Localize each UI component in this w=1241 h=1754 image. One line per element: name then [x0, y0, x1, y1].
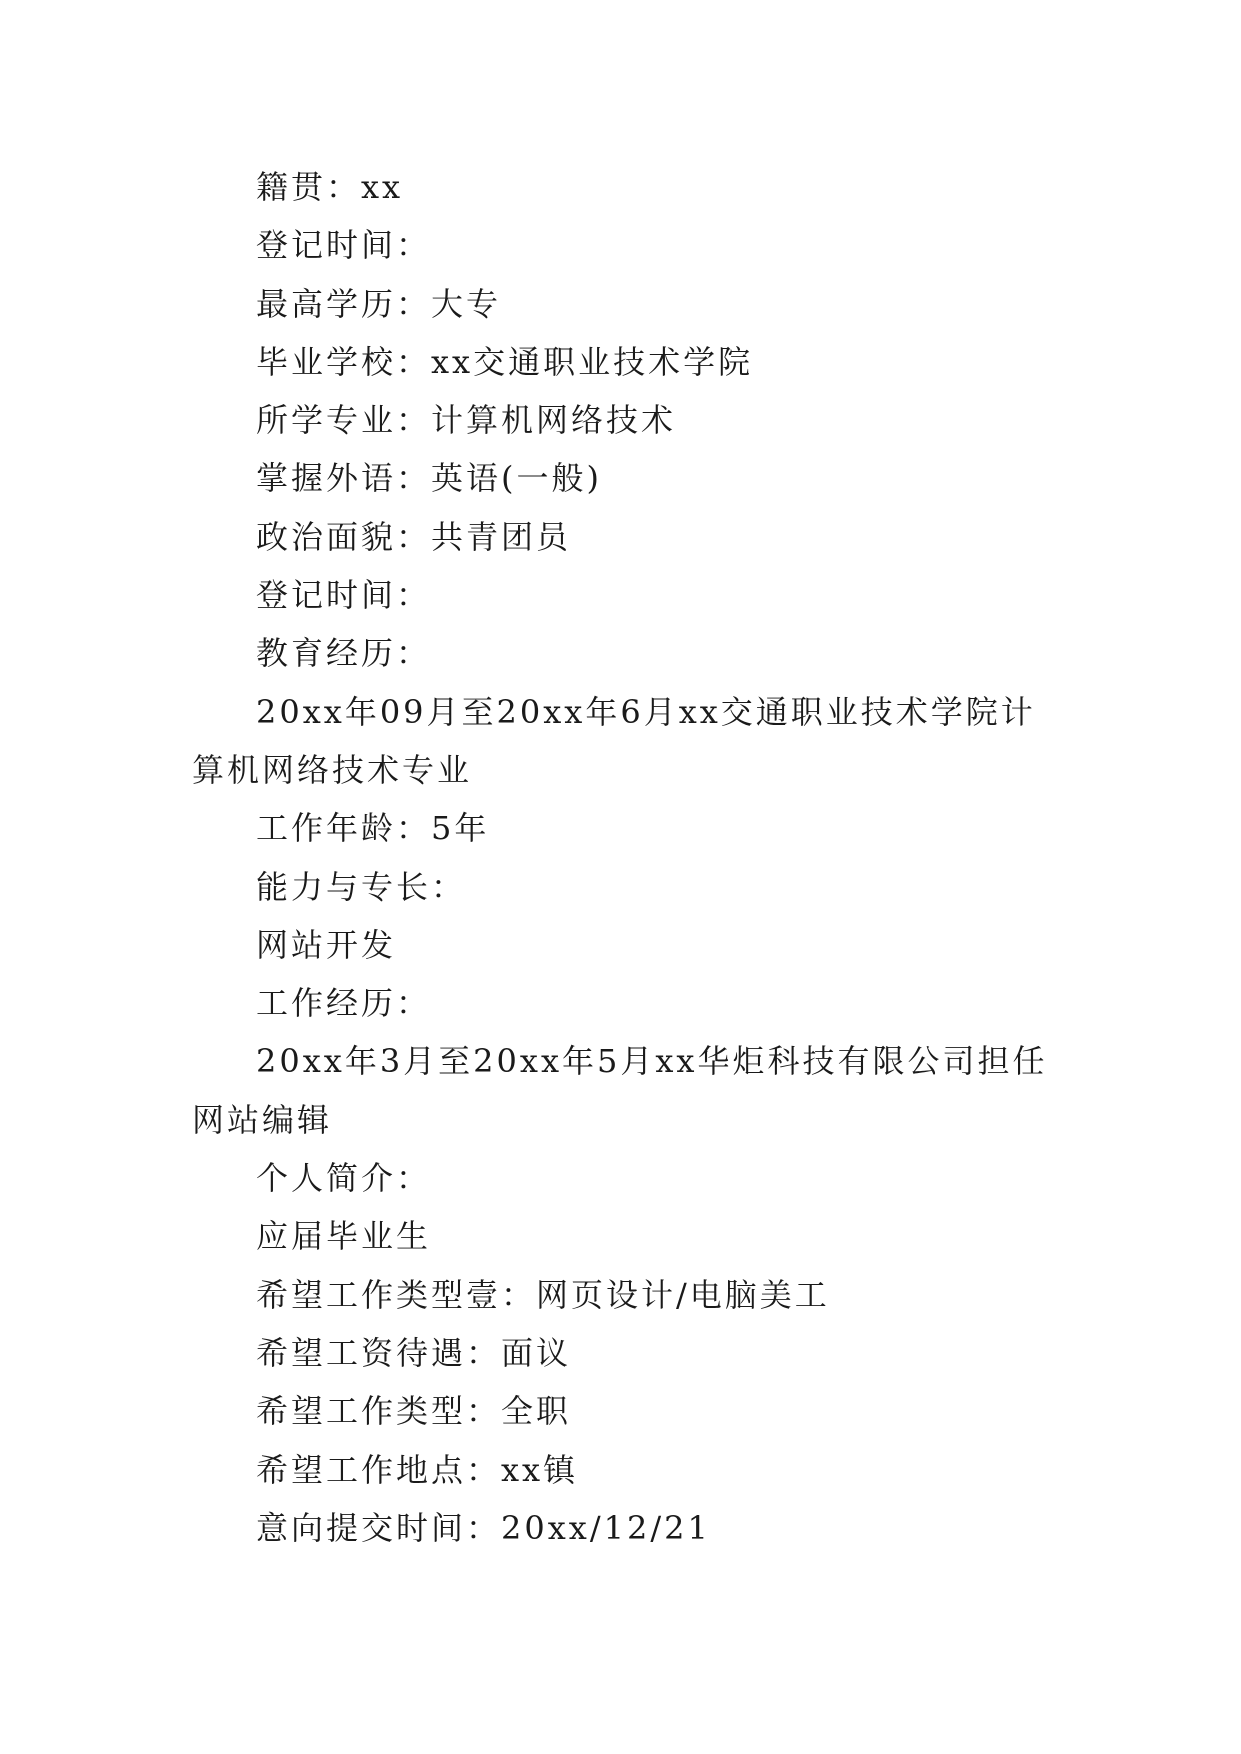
work-years-line: 工作年龄：5年 [256, 809, 490, 848]
native-place-line: 籍贯：xx [256, 168, 404, 206]
introduction-heading: 个人简介： [256, 1159, 432, 1198]
work-experience-heading: 工作经历： [256, 984, 432, 1023]
resume-body [192, 158, 1062, 1557]
registration-time-line: 登记时间： [256, 226, 432, 265]
desired-salary-line: 希望工资待遇：面议 [256, 1333, 572, 1372]
foreign-language-line: 掌握外语：英语(一般) [256, 459, 602, 498]
highest-education-line: 最高学历：大专 [256, 284, 502, 323]
desired-location-line: 希望工作地点：xx镇 [256, 1450, 579, 1489]
desired-job-type-one-line: 希望工作类型壹：网页设计/电脑美工 [256, 1275, 830, 1314]
introduction-entry: 应届毕业生 [256, 1217, 432, 1256]
registration-time-line-2: 登记时间： [256, 576, 432, 615]
desired-job-type-line: 希望工作类型：全职 [256, 1392, 572, 1431]
graduate-school-line: 毕业学校：xx交通职业技术学院 [256, 342, 754, 381]
education-heading: 教育经历： [256, 634, 432, 673]
skills-entry: 网站开发 [256, 925, 397, 964]
skills-heading: 能力与专长： [256, 867, 467, 906]
education-entry: 20xx年09月至20xx年6月xx交通职业技术学院计算机网络技术专业 [192, 692, 1036, 789]
submission-time-line: 意向提交时间：20xx/12/21 [256, 1508, 711, 1547]
political-status-line: 政治面貌：共青团员 [256, 517, 572, 556]
work-experience-entry: 20xx年3月至20xx年5月xx华炬科技有限公司担任网站编辑 [192, 1042, 1048, 1139]
major-line: 所学专业：计算机网络技术 [256, 401, 677, 440]
